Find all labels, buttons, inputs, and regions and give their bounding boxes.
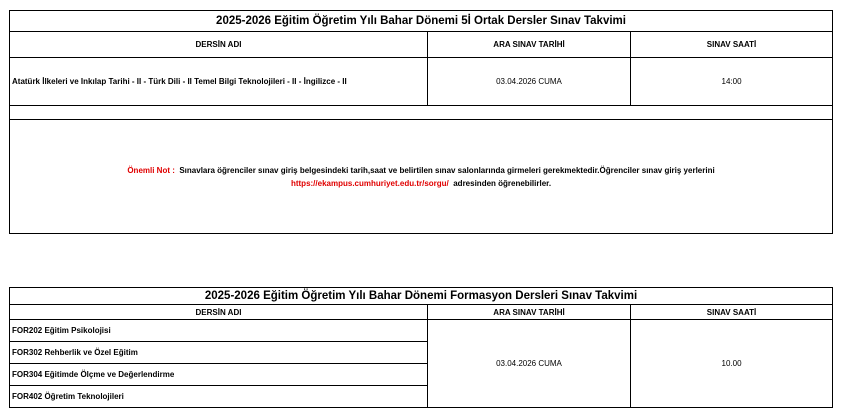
important-note — [12, 164, 830, 190]
common-courses-exam-time: 14:00 — [631, 58, 833, 106]
spacer-row — [10, 106, 833, 120]
common-courses-table-title: 2025-2026 Eğitim Öğretim Yılı Bahar Dönemi 5İ Ortak Dersler Sınav Takvimi — [10, 11, 833, 32]
important-note-label: Önemli Not : — [127, 165, 175, 175]
important-note-box — [10, 120, 833, 234]
important-note-suffix: adresinden öğrenebilirler. — [453, 178, 552, 188]
course-name-header: DERSİN ADI — [10, 32, 428, 58]
exam-time-header: SINAV SAATİ — [631, 32, 833, 58]
exam-time-header: SINAV SAATİ — [631, 305, 833, 320]
exam-location-link[interactable]: https://ekampus.cumhuriyet.edu.tr/sorgu/ — [290, 178, 449, 188]
course-name-header: DERSİN ADI — [10, 305, 428, 320]
formation-exam-time: 10.00 — [631, 320, 833, 408]
formation-course-row: FOR202 Eğitim Psikolojisi — [10, 320, 428, 342]
common-courses-exam-date: 03.04.2026 CUMA — [428, 58, 631, 106]
common-courses-names: Atatürk İlkeleri ve Inkılap Tarihi - II - Türk Dili - II Temel Bilgi Teknolojileri - II - İngilizce - II — [10, 58, 428, 106]
formation-courses-exam-table — [9, 287, 833, 408]
formation-course-row: FOR302 Rehberlik ve Özel Eğitim — [10, 342, 428, 364]
formation-course-row: FOR304 Eğitimde Ölçme ve Değerlendirme — [10, 364, 428, 386]
important-note-text: Sınavlara öğrenciler sınav giriş belgesindeki tarih,saat ve belirtilen sınav salonlarında girmeleri gerekmektedir.Öğrenciler sınav giriş yerlerini — [179, 165, 715, 175]
exam-date-header: ARA SINAV TARİHİ — [428, 305, 631, 320]
formation-exam-date: 03.04.2026 CUMA — [428, 320, 631, 408]
formation-course-row: FOR402 Öğretim Teknolojileri — [10, 386, 428, 408]
common-courses-exam-table — [9, 10, 833, 234]
formation-table-title: 2025-2026 Eğitim Öğretim Yılı Bahar Dönemi Formasyon Dersleri Sınav Takvimi — [10, 288, 833, 305]
exam-date-header: ARA SINAV TARİHİ — [428, 32, 631, 58]
